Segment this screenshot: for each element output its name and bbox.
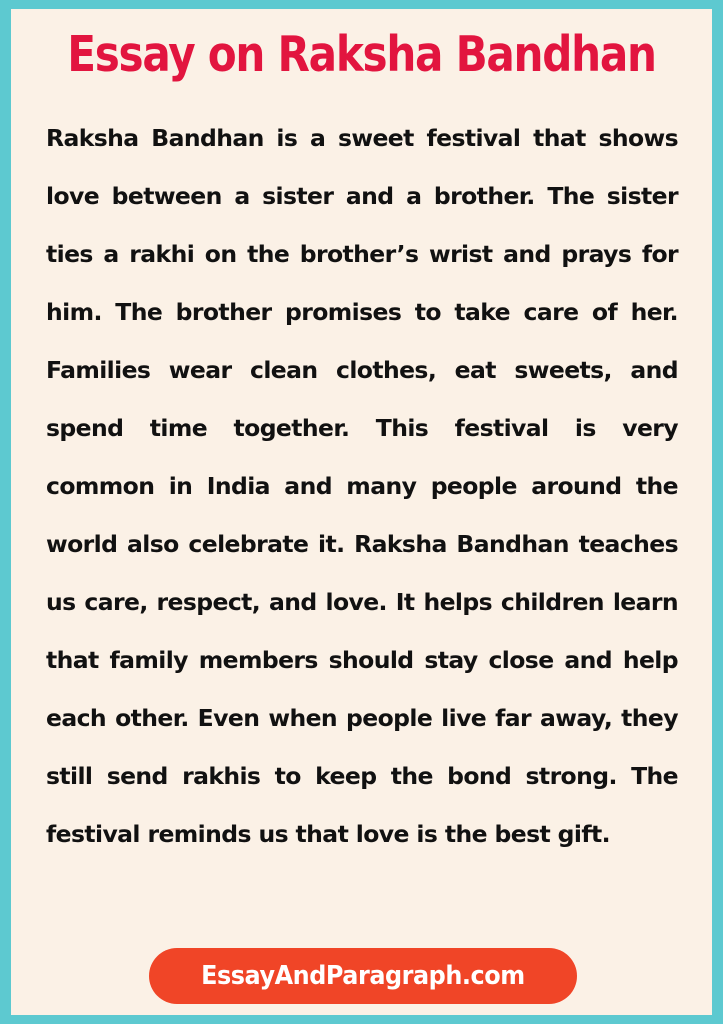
essay-paragraph: Raksha Bandhan is a sweet festival that shows love between a sister and a brother. The sister ties a rakhi on the brother’s wrist and prays for him. The brother promises to take care of her. Families wear clean clothes, eat sweets, and spend time together. This festival is very common in India and many people around the world also celebrate it. Raksha Bandhan teaches us care, respect, and love. It helps children learn that family members should stay close and help each other. Even when people live far away, they still send rakhis to keep the bond strong. The festival reminds us that love is the best gift.	[46, 124, 678, 848]
essay-card	[11, 9, 712, 1015]
website-label: EssayAndParagraph.com	[201, 961, 525, 991]
essay-title: Essay on Raksha Bandhan	[67, 26, 656, 83]
website-badge[interactable]	[149, 948, 577, 1004]
